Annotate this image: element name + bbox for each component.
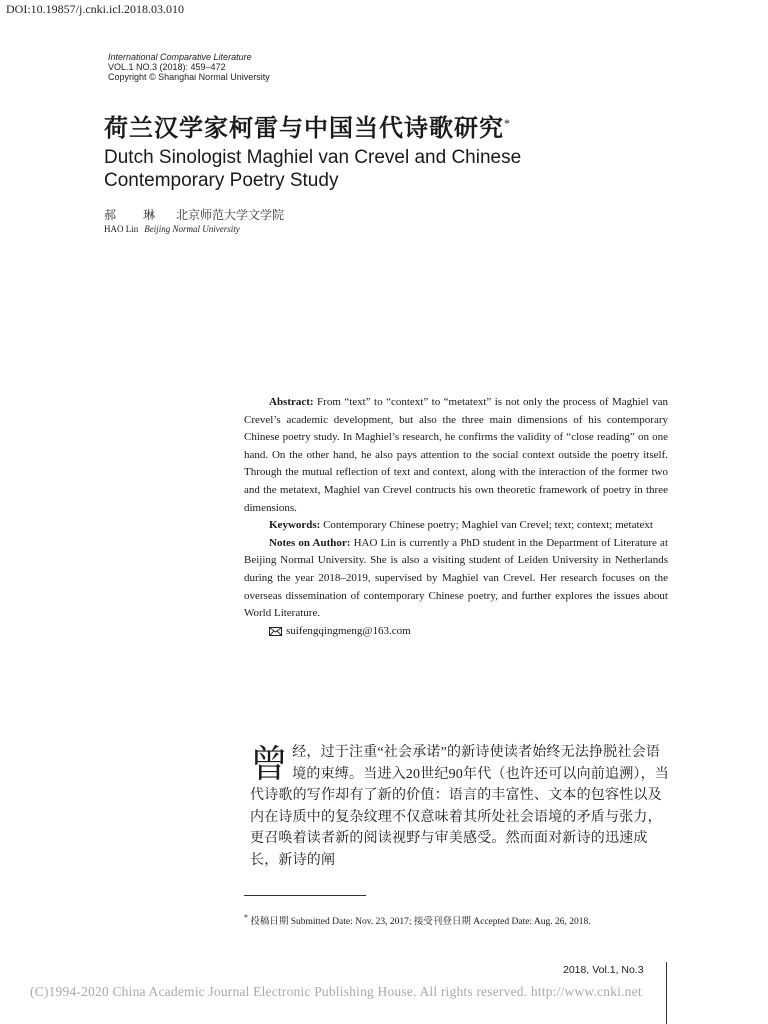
- journal-name: International Comparative Literature: [108, 52, 252, 62]
- page-edge-line: [666, 962, 667, 1024]
- drop-cap: 曾: [250, 744, 289, 786]
- journal-copyright: Copyright © Shanghai Normal University: [108, 72, 270, 82]
- author-name-cn: 郝 琳: [104, 208, 168, 222]
- author-chinese: [104, 206, 284, 223]
- title-chinese: [104, 108, 511, 143]
- author-english: [104, 224, 240, 234]
- title-english-line2: Contemporary Poetry Study: [104, 170, 339, 191]
- keywords-label: Keywords:: [269, 519, 321, 532]
- footnote-mark: *: [244, 913, 248, 922]
- footnote-rule: [244, 895, 366, 896]
- doi-line: DOI:10.19857/j.cnki.icl.2018.03.010: [6, 2, 184, 16]
- journal-info: [108, 52, 270, 82]
- abstract-label: Abstract:: [269, 396, 314, 408]
- footnote-accepted-en: Accepted Date: Aug. 26, 2018.: [473, 917, 591, 928]
- footnote-accepted-cn: 接受刊登日期: [413, 917, 471, 928]
- footnote-received-en: Submitted Date: Nov. 23, 2017;: [290, 917, 412, 928]
- notes-text: HAO Lin is currently a PhD student in the Department of Literature at Beijing Normal University. She is also a visiting student of Leiden University in Netherlands during the year 2018–2019, supervised by Maghiel van Crevel. Her research focuses on the overseas dissemination of contemporary Chinese poetry, and further explores the issues about World Literature.: [244, 536, 668, 620]
- author-affiliation-cn: 北京师范大学文学院: [176, 208, 285, 222]
- keywords-paragraph: [244, 517, 668, 535]
- envelope-icon: [269, 627, 282, 636]
- body-paragraph: 经，过于注重“社会承诺”的新诗使读者始终无法挣脱社会语境的束缚。当进入20世纪90年代（也许还可以向前追溯），当代诗歌的写作却有了新的价值：语言的丰富性、文本的包容性以及内在诗质中的复杂纹理不仅意味着其所处社会语境的矛盾与张力，更召唤着读者新的阅读视野与审美感受。然而面对新诗的迅速成长，新诗的阐: [250, 745, 670, 868]
- notes-paragraph: [244, 535, 668, 623]
- notes-label: Notes on Author:: [269, 536, 351, 549]
- title-english-line1: Dutch Sinologist Maghiel van Crevel and Chinese: [104, 147, 522, 168]
- abstract-paragraph: [244, 394, 668, 517]
- author-name-en: HAO Lin: [104, 224, 139, 234]
- issue-label: 2018, Vol.1, No.3: [563, 964, 644, 976]
- abstract-text: From “text” to “context” to “metatext” is not only the process of Maghiel van Crevel’s academic development, but also the three main dimensions of his contemporary Chinese poetry study. In Maghiel’s research, he confirms the validity of “close reading” on one hand. On the other hand, he also pays attention to the social context outside the poetry itself. Through the mutual reflection of text and context, along with the interaction of the former two and the metatext, Maghiel van Crevel contructs his own theoretic framework of poetry in three dimensions.: [244, 396, 668, 514]
- email-line: [244, 623, 668, 641]
- keywords-text: Contemporary Chinese poetry; Maghiel van Crevel; text; context; metatext: [320, 519, 653, 532]
- footnote: [244, 910, 668, 930]
- journal-volume: VOL.1 NO.3 (2018): 459–472: [108, 62, 226, 72]
- title-chinese-text: 荷兰汉学家柯雷与中国当代诗歌研究: [104, 116, 504, 142]
- copyright-footer: (C)1994-2020 China Academic Journal Electronic Publishing House. All rights reserved. http://www.cnki.net: [30, 984, 642, 999]
- title-english: [104, 146, 624, 192]
- email-link[interactable]: suifengqingmeng@163.com: [286, 624, 411, 637]
- author-affiliation-en: Beijing Normal University: [144, 224, 240, 234]
- footnote-received-cn: 投稿日期: [250, 917, 289, 928]
- body-text: [250, 742, 670, 871]
- abstract-section: [244, 394, 668, 640]
- title-footnote-mark: *: [504, 116, 511, 130]
